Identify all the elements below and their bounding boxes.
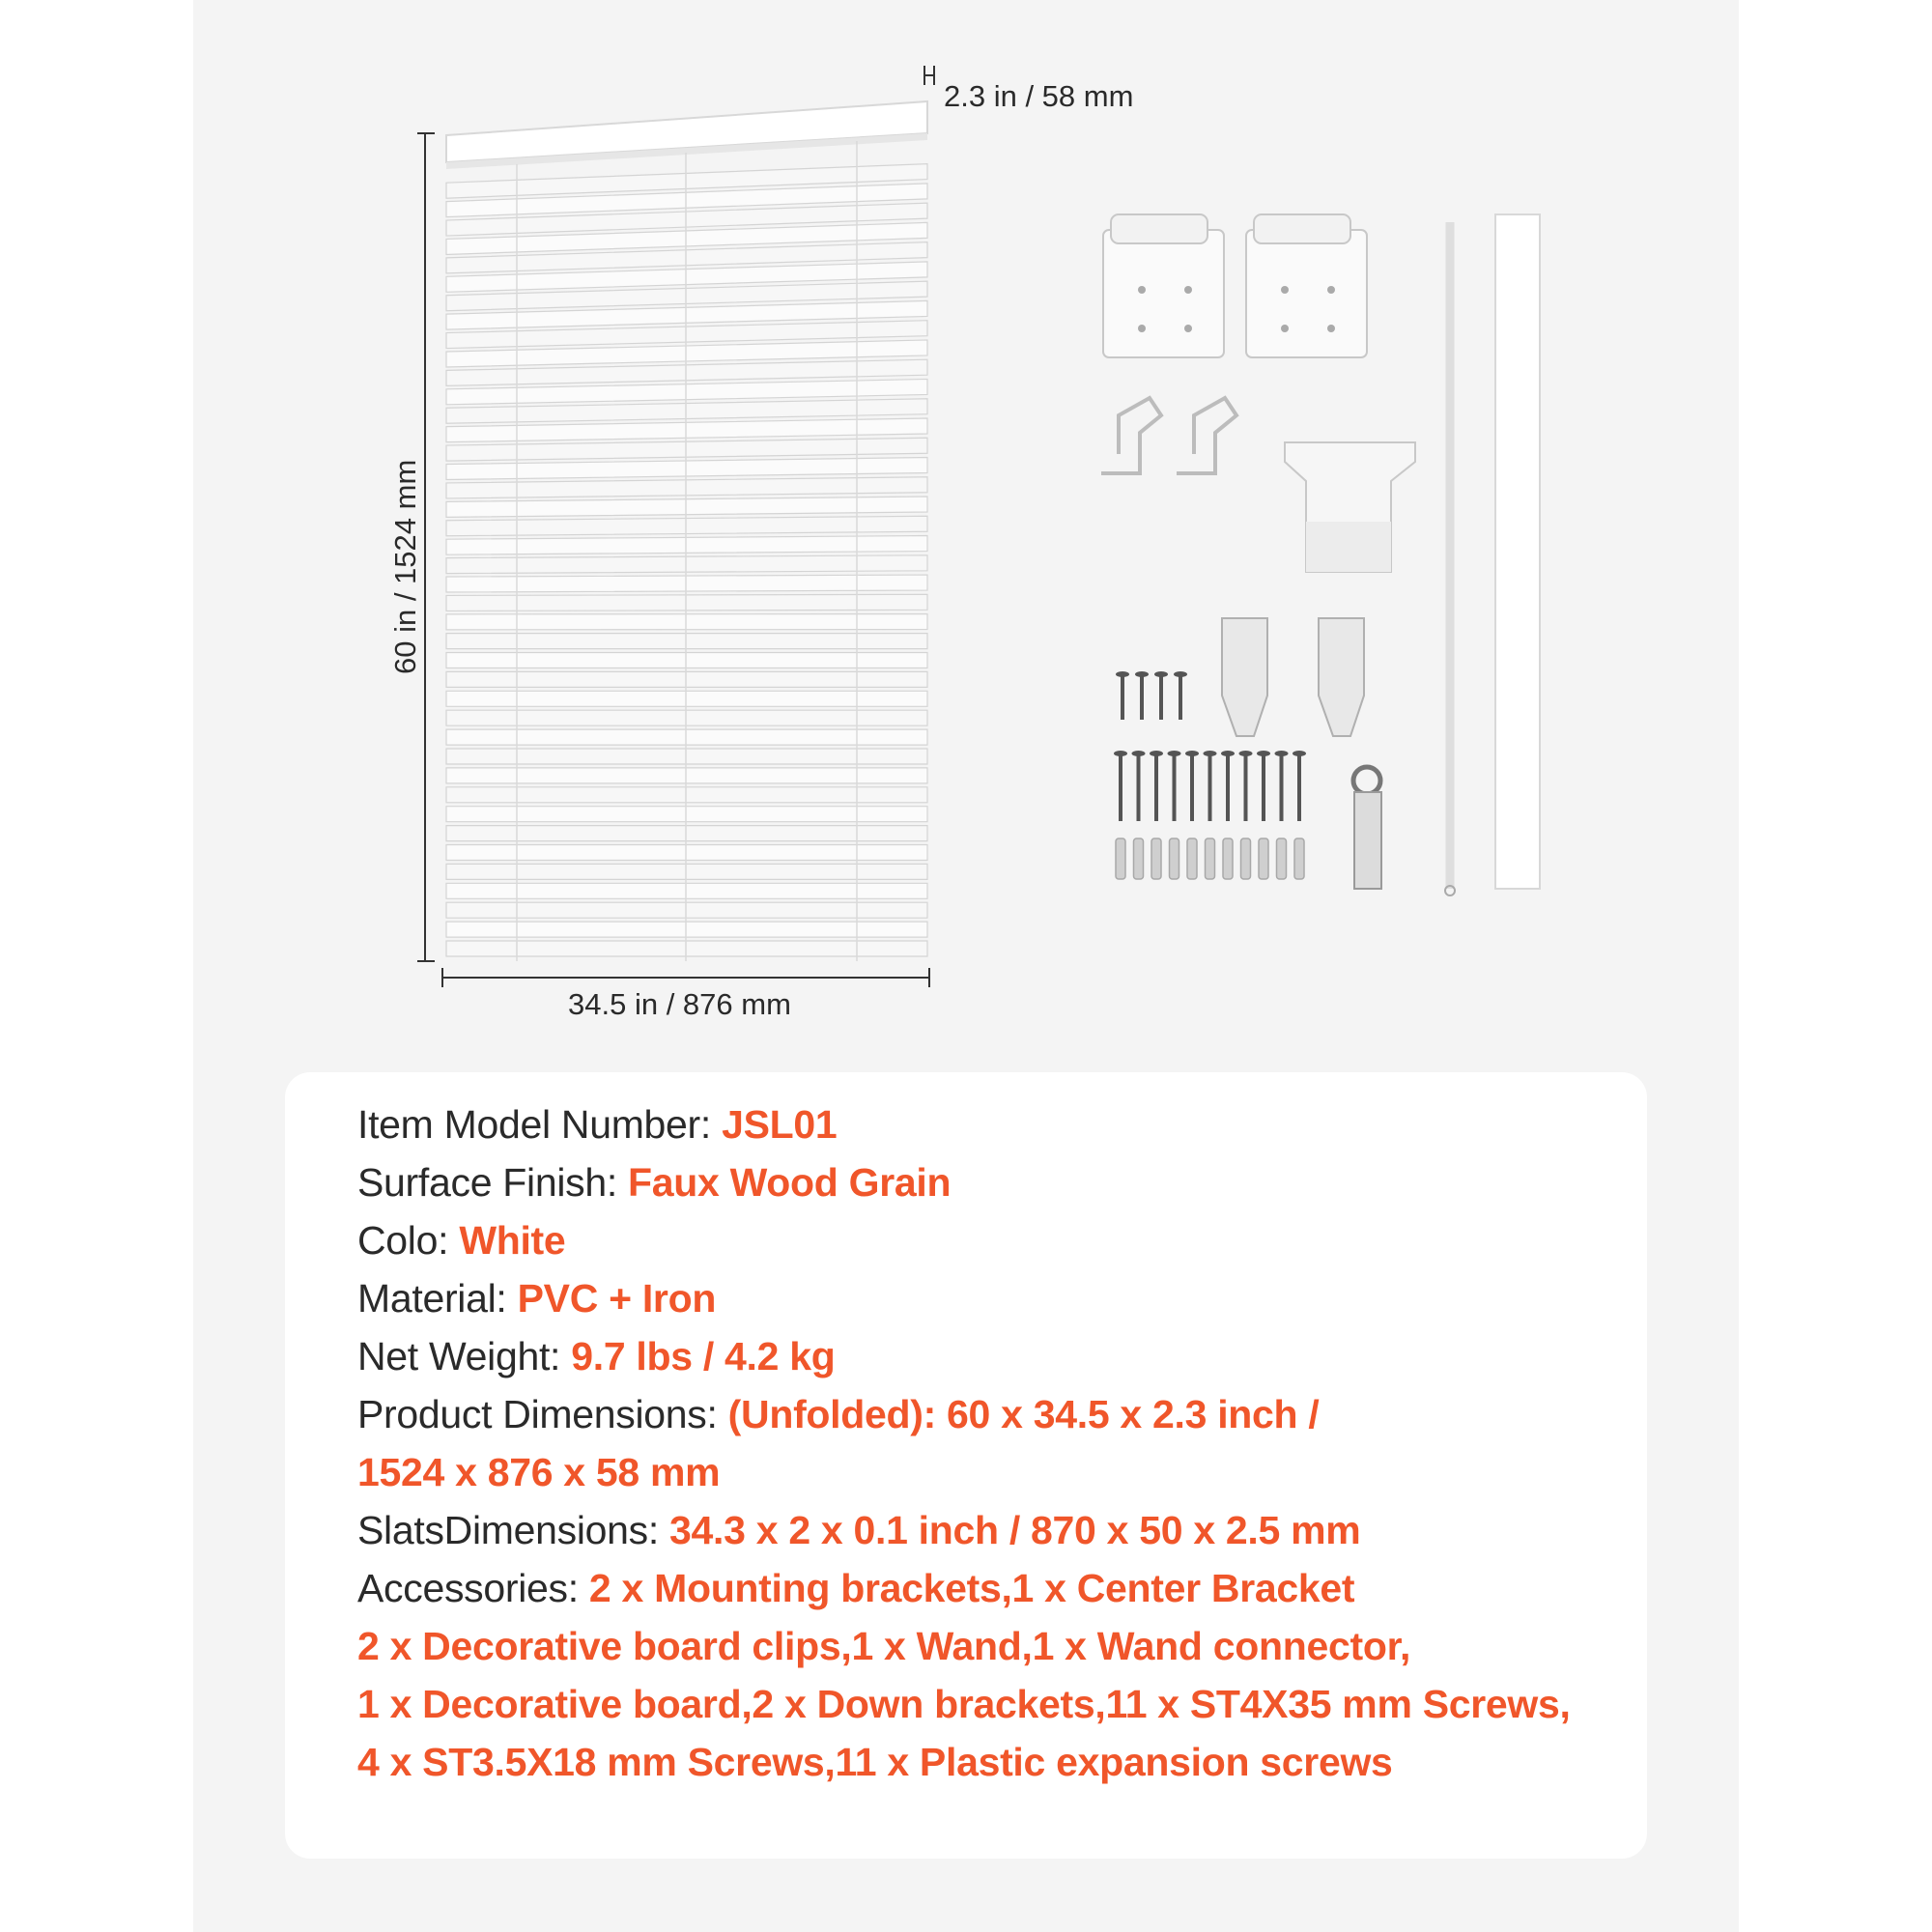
slat [446,691,927,706]
slat [446,922,927,937]
width-label: 34.5 in / 876 mm [568,987,791,1021]
slat [446,634,927,649]
wand-connector-icon [1353,767,1381,889]
spec-material: Material: PVC + Iron [357,1276,717,1321]
small-screws-icon [1116,671,1187,720]
slat [446,614,927,630]
spec-accessories: Accessories: 2 x Mounting brackets,1 x Center Bracket [357,1566,1355,1610]
accessories-illustration [1082,193,1565,908]
slat [446,555,927,574]
slat [446,768,927,783]
slat [446,807,927,822]
spec-slats: SlatsDimensions: 34.3 x 2 x 0.1 inch / 870 x 50 x 2.5 mm [357,1508,1361,1552]
down-bracket-icon [1319,618,1364,736]
mounting-bracket-icon [1103,214,1224,357]
spec-accessories-cont: 1 x Decorative board,2 x Down brackets,11 x ST4X35 mm Screws, [357,1682,1571,1726]
spec-color: Colo: White [357,1218,566,1263]
down-bracket-icon [1222,618,1267,736]
decorative-board-clip-icon [1101,398,1161,473]
slats [446,164,927,956]
slat [446,826,927,841]
slat [446,710,927,725]
specification-list [357,1095,1571,1791]
long-screws-icon [1114,751,1306,821]
slat [446,516,927,535]
slat [446,671,927,687]
depth-label: 2.3 in / 58 mm [944,79,1134,113]
slat [446,477,927,498]
spec-dimensions-cont: 1524 x 876 x 58 mm [357,1450,721,1494]
slat [446,458,927,480]
slat [446,497,927,517]
wand-icon [1445,222,1455,895]
width-dimension-line [442,968,929,987]
mounting-bracket-icon [1246,214,1367,357]
depth-marker [924,66,934,85]
spec-model: Item Model Number: JSL01 [357,1102,838,1147]
spec-accessories-cont: 2 x Decorative board clips,1 x Wand,1 x Wand connector, [357,1624,1411,1668]
slat [446,864,927,879]
slat [446,749,927,764]
slat [446,941,927,956]
blind-illustration [406,48,966,1005]
spec-accessories-cont: 4 x ST3.5X18 mm Screws,11 x Plastic expansion screws [357,1740,1393,1784]
slat [446,902,927,918]
decorative-board-icon [1495,214,1540,889]
slat [446,536,927,555]
decorative-board-clip-icon [1177,398,1236,473]
slat [446,787,927,803]
height-label: 60 in / 1524 mm [388,459,422,674]
spec-finish: Surface Finish: Faux Wood Grain [357,1160,952,1205]
slat [446,653,927,668]
specification-card [285,1072,1647,1859]
slat [446,845,927,861]
slat [446,729,927,745]
slat [446,883,927,898]
slat [446,594,927,611]
spec-dimensions: Product Dimensions: (Unfolded): 60 x 34.5 x 2.3 inch / [357,1392,1320,1436]
expansion-screws-icon [1116,838,1304,879]
center-bracket-icon [1285,442,1415,572]
spec-weight: Net Weight: 9.7 lbs / 4.2 kg [357,1334,836,1378]
slat [446,575,927,592]
